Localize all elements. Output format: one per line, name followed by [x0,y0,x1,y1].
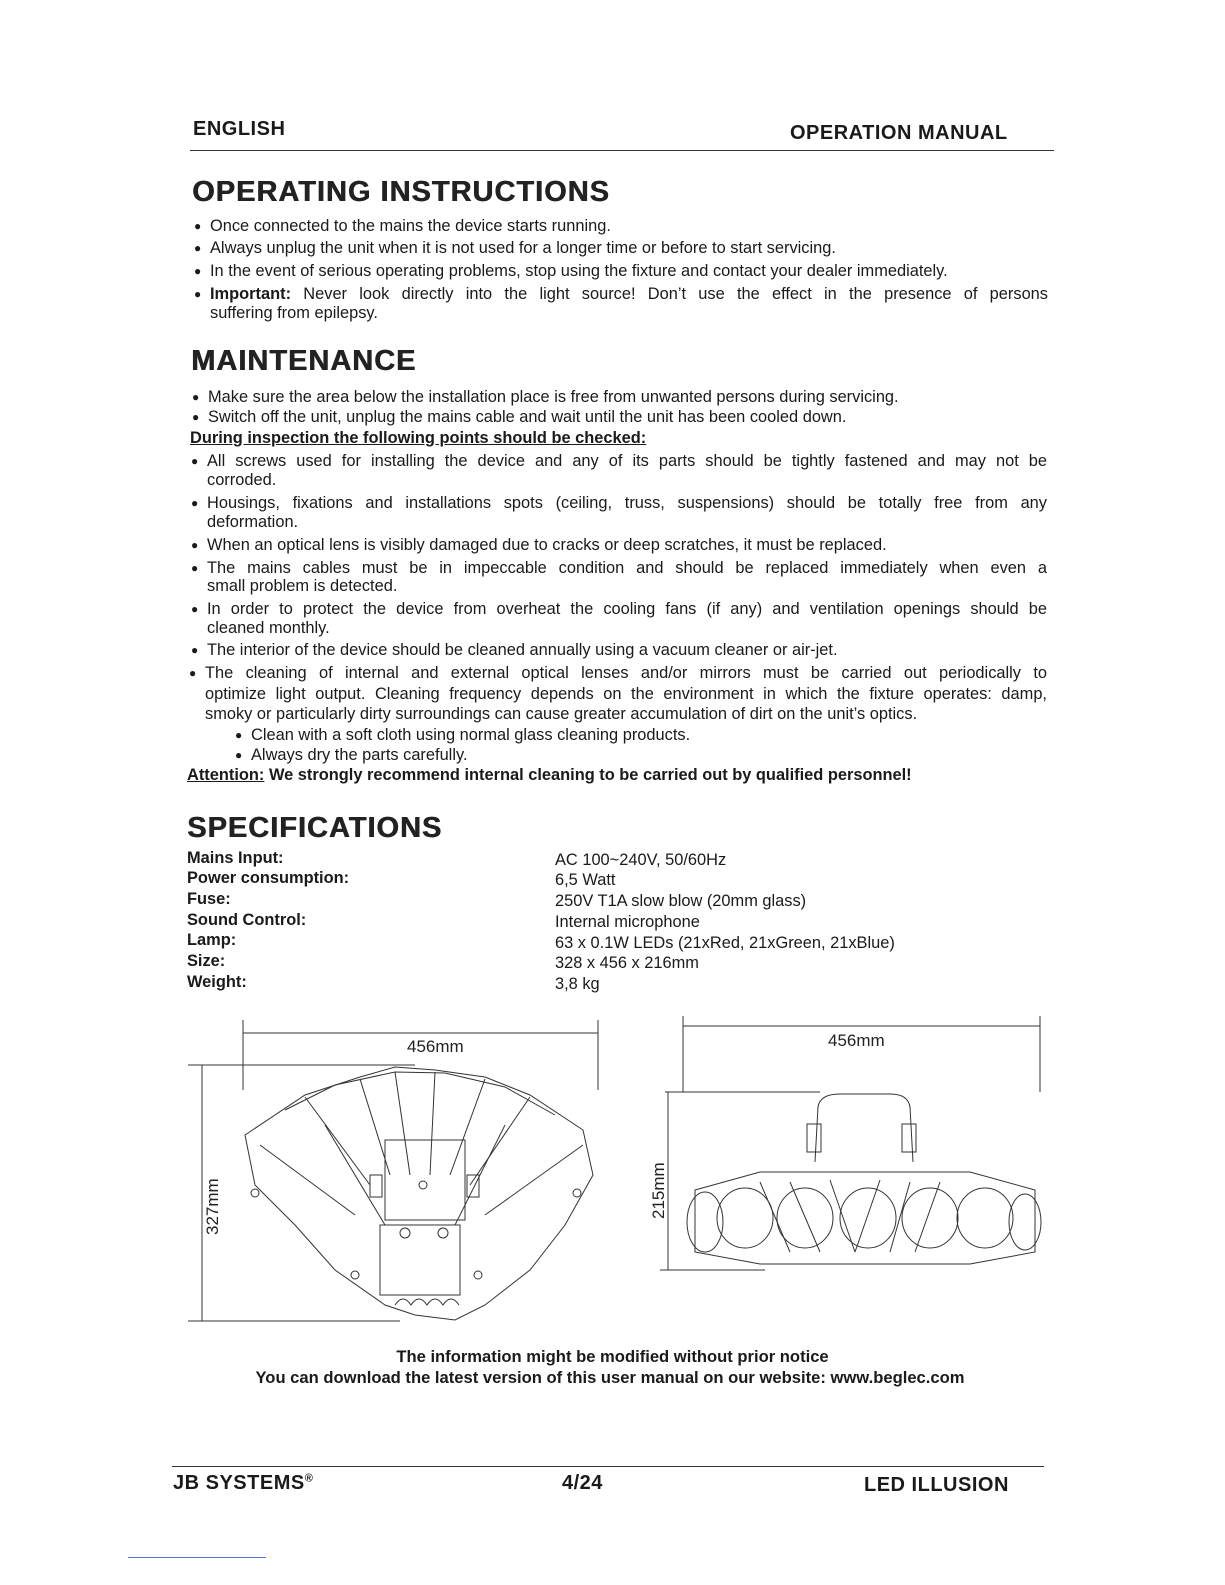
check-2: ● Housings, fixations and installations spots (ceiling, truss, suspensions) should be totally free from any [191,494,1047,512]
spec-value-size: 328 x 456 x 216mm [555,954,699,972]
spec-value-mains: AC 100~240V, 50/60Hz [555,851,727,869]
check-7-cont-1: optimize light output. Cleaning frequency depends on the environment in which the fixture operates: damp, [205,685,1047,703]
check-5-cont: cleaned monthly. [207,619,330,637]
spec-label-size: Size: [187,952,226,970]
check-3: ● When an optical lens is visibly damaged due to cracks or deep scratches, it must be replaced. [191,536,887,554]
check-7-cont-2: smoky or particularly dirty surroundings can cause greater accumulation of dirt on the unit’s optics. [205,705,918,723]
spec-label-fuse: Fuse: [187,890,231,908]
subcheck-1: ● Clean with a soft cloth using normal glass cleaning products. [235,726,691,744]
side-height-label: 215mm [649,1162,668,1219]
spec-label-sound: Sound Control: [187,911,307,929]
maintenance-item-2: ● Switch off the unit, unplug the mains cable and wait until the unit has been cooled down. [192,408,847,426]
notice-line-1: The information might be modified without prior notice [396,1347,829,1366]
operating-item-1: ● Once connected to the mains the device starts running. [194,217,611,235]
check-2-cont: deformation. [207,513,299,531]
spec-value-power: 6,5 Watt [555,871,616,889]
spec-label-lamp: Lamp: [187,931,237,949]
notice-line-2: You can download the latest version of this user manual on our website: www.beglec.com [255,1368,965,1387]
header-doc-type: OPERATION MANUAL [790,122,1008,144]
operating-important: ● Important: Never look directly into the light source! Don’t use the effect in the presence of persons [194,285,1048,303]
maintenance-title: MAINTENANCE [191,345,417,377]
footer-rule [172,1466,1044,1467]
spec-label-mains: Mains Input: [187,849,284,867]
front-view-drawing [185,1015,610,1335]
operating-item-2: ● Always unplug the unit when it is not used for a longer time or before to start servicing. [194,239,836,257]
spec-value-fuse: 250V T1A slow blow (20mm glass) [555,892,807,910]
check-7: ● The cleaning of internal and external optical lenses and/or mirrors must be carried out periodically to [189,664,1047,682]
operating-title: OPERATING INSTRUCTIONS [192,176,610,208]
side-view-drawing [640,1012,1050,1282]
header-language: ENGLISH [193,118,286,140]
check-4: ● The mains cables must be in impeccable condition and should be replaced immediately when even a [191,559,1047,577]
footer-page-number: 4/24 [562,1472,603,1494]
check-5: ● In order to protect the device from overheat the cooling fans (if any) and ventilation openings should be [191,600,1047,618]
page-bottom-line [128,1557,266,1558]
front-height-label: 327mm [203,1178,222,1235]
side-width-label: 456mm [828,1031,885,1050]
header-rule [190,150,1054,151]
specifications-title: SPECIFICATIONS [187,812,443,844]
subcheck-2: ● Always dry the parts carefully. [235,746,468,764]
inspection-heading: During inspection the following points should be checked: [190,429,647,447]
footer-product: LED ILLUSION [864,1474,1009,1496]
operating-item-3: ● In the event of serious operating problems, stop using the fixture and contact your dealer immediately. [194,262,948,280]
check-4-cont: small problem is detected. [207,577,398,595]
check-6: ● The interior of the device should be cleaned annually using a vacuum cleaner or air-jet. [191,641,838,659]
attention-note: Attention: We strongly recommend internal cleaning to be carried out by qualified personnel! [187,766,912,784]
operating-important-cont: suffering from epilepsy. [210,304,378,322]
spec-value-weight: 3,8 kg [555,975,600,993]
spec-value-sound: Internal microphone [555,913,700,931]
footer-brand: JB SYSTEMS® [173,1472,314,1494]
spec-label-weight: Weight: [187,973,247,991]
maintenance-item-1: ● Make sure the area below the installation place is free from unwanted persons during servicing. [192,388,899,406]
check-1: ● All screws used for installing the device and any of its parts should be tightly fastened and may not be [191,452,1047,470]
check-1-cont: corroded. [207,471,277,489]
front-width-label: 456mm [407,1037,464,1056]
spec-label-power: Power consumption: [187,869,350,887]
spec-value-lamp: 63 x 0.1W LEDs (21xRed, 21xGreen, 21xBlue) [555,934,895,952]
